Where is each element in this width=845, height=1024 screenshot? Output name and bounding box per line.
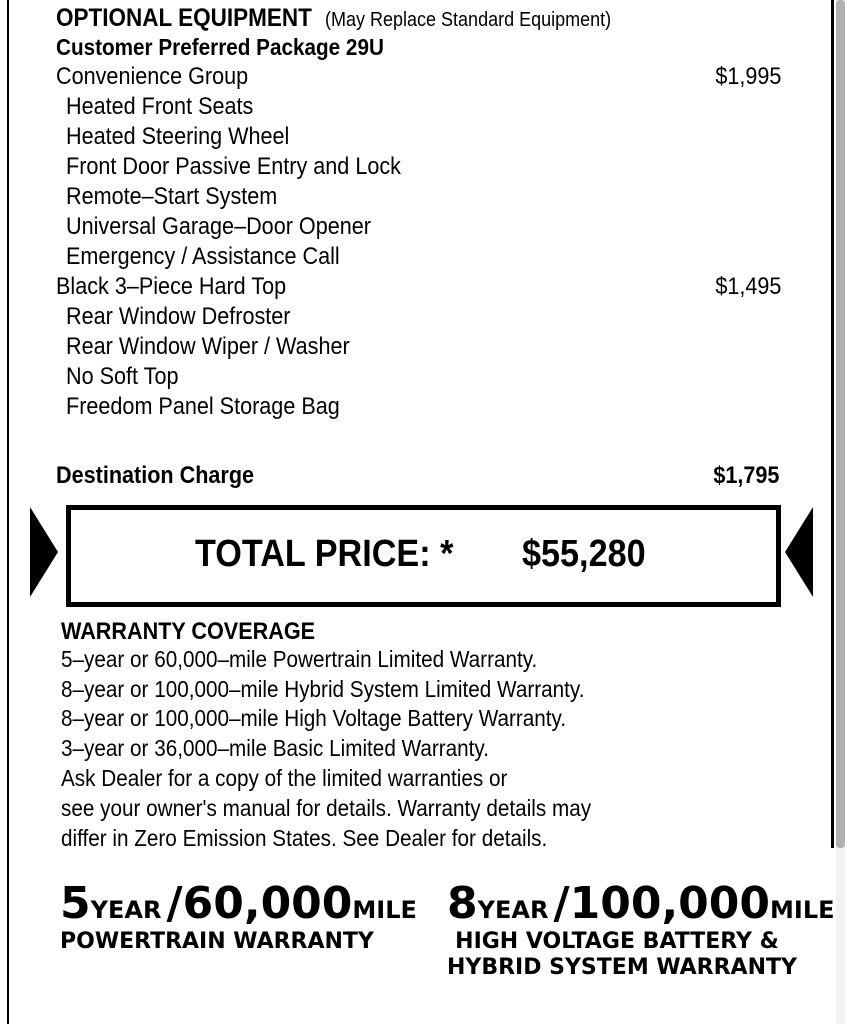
warranty-line: 3–year or 36,000–mile Basic Limited Warranty. (61, 735, 489, 761)
badge-mile-word: MILE (770, 896, 835, 924)
warranty-line: differ in Zero Emission States. See Dealer for details. (61, 825, 548, 851)
badge-miles: /60,000 (166, 878, 353, 929)
total-price-label: TOTAL PRICE: * (195, 533, 454, 575)
list-item: Emergency / Assistance Call (66, 243, 340, 270)
package-name: Customer Preferred Package 29U (56, 34, 384, 60)
badge-caption: HIGH VOLTAGE BATTERY & (455, 929, 779, 954)
group-price: $1,495 (714, 273, 781, 300)
destination-label: Destination Charge (56, 462, 255, 489)
list-item: Universal Garage–Door Opener (66, 213, 371, 240)
warranty-line: 8–year or 100,000–mile High Voltage Battery Warranty. (61, 705, 567, 731)
badge-years: 5 (60, 878, 91, 929)
destination-price: $1,795 (712, 462, 779, 489)
list-item: Heated Front Seats (66, 93, 254, 120)
list-item: No Soft Top (66, 363, 179, 390)
badge-year-word: YEAR (477, 896, 549, 924)
warranty-line: 5–year or 60,000–mile Powertrain Limited Warranty. (61, 646, 538, 672)
group-price: $1,995 (714, 63, 781, 90)
sticker-border-right (831, 0, 834, 848)
warranty-line: Ask Dealer for a copy of the limited warranties or (61, 765, 508, 791)
list-item: Rear Window Defroster (66, 303, 291, 330)
badge-caption: POWERTRAIN WARRANTY (60, 929, 374, 954)
arrow-left-icon (30, 507, 58, 597)
list-item: Remote–Start System (66, 183, 278, 210)
list-item: Rear Window Wiper / Washer (66, 333, 350, 360)
warranty-line: 8–year or 100,000–mile Hybrid System Limited Warranty. (61, 676, 585, 702)
list-item: Heated Steering Wheel (66, 123, 290, 150)
battery-warranty-badge (447, 878, 835, 981)
badge-miles: /100,000 (553, 878, 771, 929)
badge-mile-word: MILE (352, 896, 417, 924)
badge-years: 8 (447, 878, 478, 929)
arrow-right-icon (785, 507, 813, 597)
list-item: Freedom Panel Storage Bag (66, 393, 340, 420)
optional-equipment-header (56, 4, 643, 33)
group-name: Black 3–Piece Hard Top (56, 273, 287, 300)
warranty-line: see your owner's manual for details. Warranty details may (61, 795, 592, 821)
powertrain-warranty-badge (60, 878, 417, 955)
list-item: Front Door Passive Entry and Lock (66, 153, 401, 180)
section-note: (May Replace Standard Equipment) (324, 9, 611, 31)
group-name: Convenience Group (56, 63, 249, 90)
scrollbar-thumb[interactable] (836, 0, 845, 848)
total-price-value: $55,280 (522, 533, 646, 575)
warranty-title: WARRANTY COVERAGE (61, 618, 316, 645)
sticker-border-left (7, 0, 9, 1024)
badge-year-word: YEAR (90, 896, 162, 924)
section-title: OPTIONAL EQUIPMENT (56, 4, 312, 32)
badge-caption: HYBRID SYSTEM WARRANTY (447, 955, 797, 980)
